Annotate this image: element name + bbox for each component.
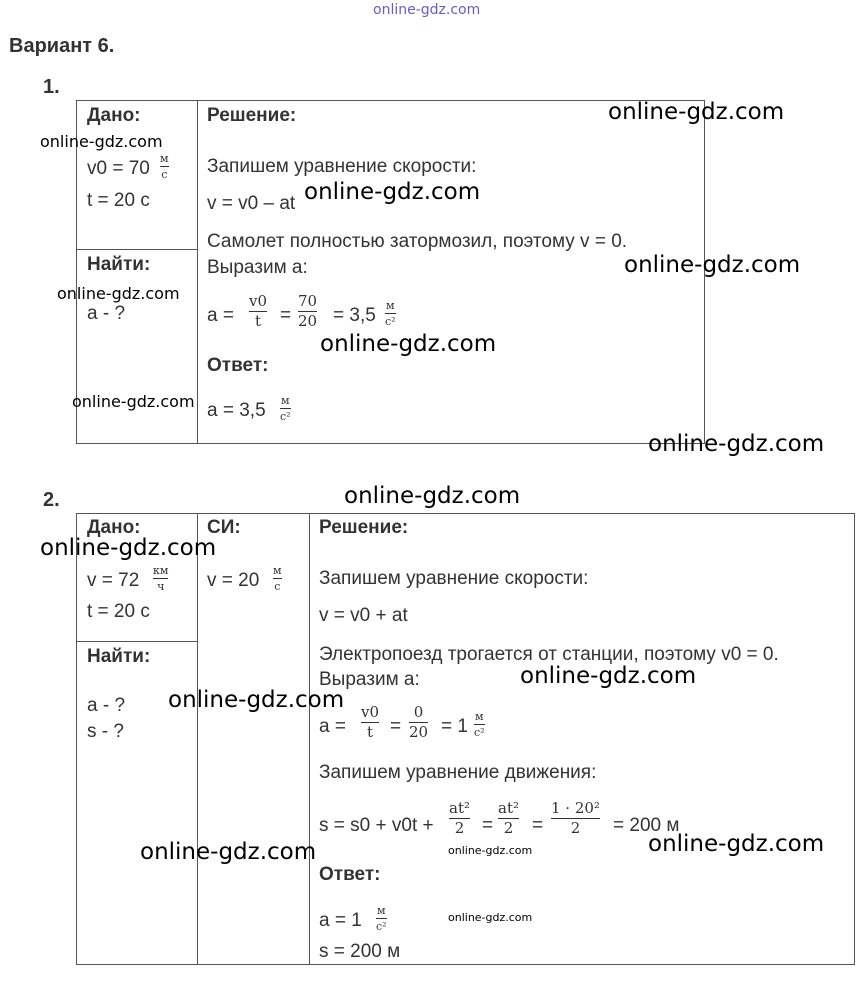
task1-formula-lhs: a = [207,305,234,326]
task1-divider [197,100,198,444]
task1-answer: a = 3,5 [207,400,266,421]
task2-si-v-unit: м с [273,564,282,593]
task2-formula-lhs: a = [319,716,346,737]
task1-solution-line4: Выразим a: [207,257,308,278]
watermark: online-gdz.com [608,99,785,125]
task2-formula-unit: м с² [474,710,485,739]
task2-formula-s-result: = 200 м [613,815,680,836]
watermark: online-gdz.com [140,839,317,865]
task1-solution-line2: v = v0 – at [207,193,296,214]
task2-given-v-unit: км ч [153,564,169,593]
watermark: online-gdz.com [624,252,801,278]
watermark: online-gdz.com [57,284,180,303]
task2-formula-result: = 1 [441,716,468,737]
task1-given-label: Дано: [87,105,141,126]
task2-find-a: a - ? [87,695,126,716]
task2-solution-line5: Запишем уравнение движения: [319,762,597,783]
variant-title: Вариант 6. [9,35,115,57]
task1-formula-result: = 3,5 [333,305,376,326]
task1-find-a: a - ? [87,303,126,324]
watermark: online-gdz.com [520,663,697,689]
task2-find-label: Найти: [87,646,151,667]
task2-formula-s-frac3: 1 · 20² 2 [551,799,600,837]
watermark: online-gdz.com [344,483,521,509]
watermark: online-gdz.com [168,687,345,713]
watermark: online-gdz.com [320,331,497,357]
task2-given-divider [76,641,198,642]
task2-answer-s: s = 200 м [319,941,401,962]
task1-number: 1. [43,76,60,98]
task2-solution-line4: Выразим a: [319,669,420,690]
task2-solution-line1: Запишем уравнение скорости: [319,568,589,589]
task2-formula-s-frac1: at² 2 [449,799,470,837]
task1-answer-label: Ответ: [207,355,269,376]
task2-number: 2. [43,489,60,511]
task1-solution-line3: Самолет полностью затормозил, поэтому v = 0. [207,231,628,252]
task2-given-label: Дано: [87,517,141,538]
watermark: online-gdz.com [72,392,195,411]
task2-answer-a: a = 1 [319,910,362,931]
task2-given-v: v = 72 [87,570,140,591]
task2-given-t: t = 20 с [87,601,150,622]
watermark: online-gdz.com [648,831,825,857]
task1-given-v0-unit: м с [160,152,169,181]
watermark: online-gdz.com [448,844,533,857]
task1-given-t: t = 20 с [87,190,150,211]
task1-given-v0: v0 = 70 [87,158,150,179]
watermark: online-gdz.com [448,911,533,924]
task2-divider-2 [309,513,310,965]
task2-si-label: СИ: [207,517,241,538]
task2-solution-line3: Электропоезд трогается от станции, поэтому v0 = 0. [319,644,779,665]
task1-solution-line1: Запишем уравнение скорости: [207,156,477,177]
task2-formula-frac2: 0 20 [409,703,429,741]
task2-find-s: s - ? [87,721,124,742]
task1-formula-frac1: v0 t [249,292,268,330]
task2-formula-frac1: v0 t [361,703,380,741]
task1-formula-frac2: 70 20 [298,292,318,330]
task2-si-v: v = 20 [207,570,260,591]
watermark: online-gdz.com [304,179,481,205]
watermark: online-gdz.com [40,535,217,561]
watermark: online-gdz.com [648,431,825,457]
task1-find-label: Найти: [87,254,151,275]
task1-solution-label: Решение: [207,105,297,126]
task1-answer-unit: м с² [280,394,291,423]
task2-answer-unit: м с² [376,904,387,933]
task2-answer-label: Ответ: [319,864,381,885]
task2-formula-s-lhs: s = s0 + v0t + [319,815,434,836]
task2-formula-s-frac2: at² 2 [498,799,519,837]
task1-formula-unit: м с² [385,299,396,328]
task1-given-divider [76,249,198,250]
task2-solution-line2: v = v0 + at [319,605,408,626]
task2-divider-1 [197,513,198,965]
watermark: online-gdz.com [40,132,163,151]
watermark-top: online-gdz.com [373,2,481,18]
task2-solution-label: Решение: [319,517,409,538]
